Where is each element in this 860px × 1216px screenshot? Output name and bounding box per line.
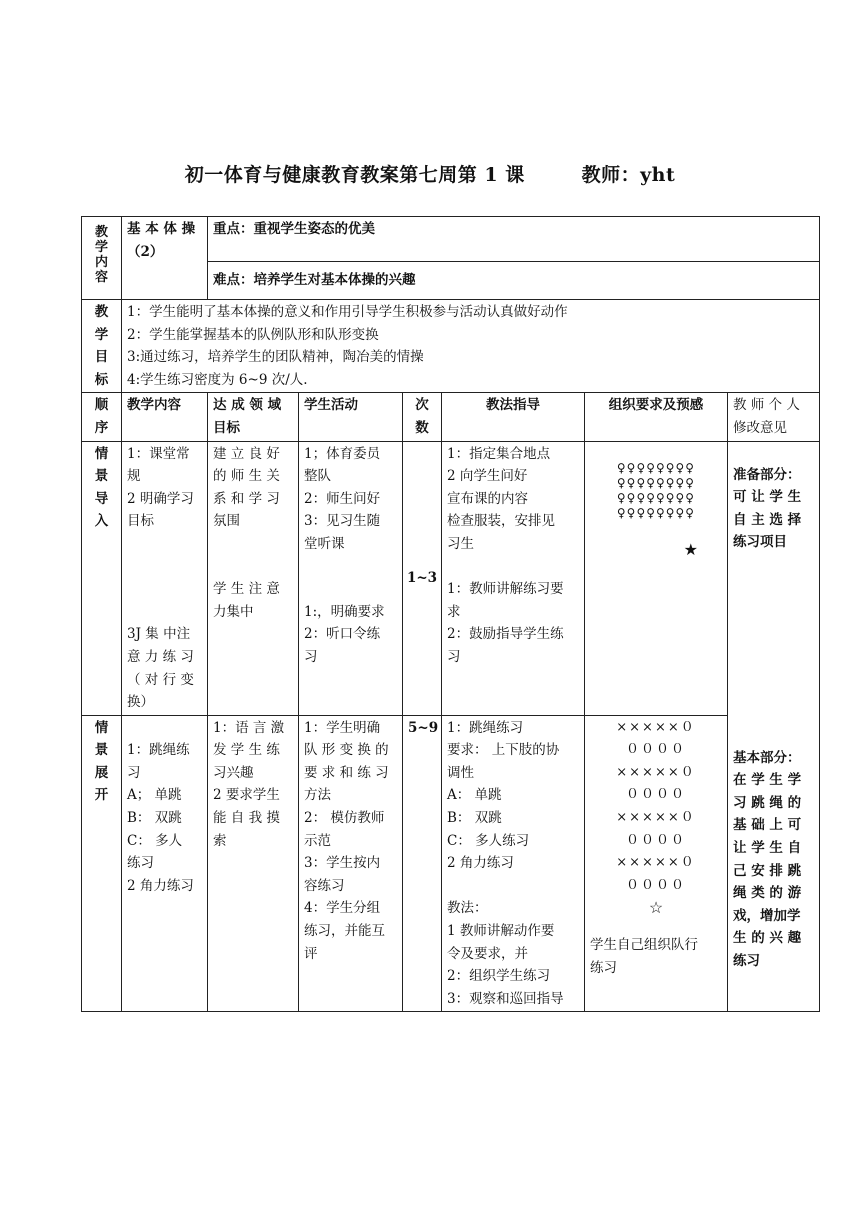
header-teaching-content: 教学内容 <box>122 393 208 441</box>
key-point: 重点：重视学生姿态的优美 <box>208 217 820 262</box>
content-label: 教 学 内 容 <box>82 217 122 300</box>
section2-organization <box>585 715 728 1012</box>
header-revision: 教 师 个 人 修改意见 <box>728 393 820 441</box>
section2-activity: 1：学生明确 队 形 变 换 的 要 求 和 练 习 方法 2： 模仿教师 示范 3：学生按内 容练习 4：学生分组 练习，并能互 评 <box>299 715 403 1012</box>
section1-label: 情 景 导 入 <box>82 441 122 715</box>
header-times: 次 数 <box>403 393 442 441</box>
header-order: 顺 序 <box>82 393 122 441</box>
female-formation-diagram: ♀♀♀♀♀♀♀♀ ♀♀♀♀♀♀♀♀ ♀♀♀♀♀♀♀♀ ♀♀♀♀♀♀♀♀ <box>616 460 696 520</box>
section2-content: 1：跳绳练 习 A； 单跳 B： 双跳 C： 多人 练习 2 角力练习 <box>122 715 208 1012</box>
lesson-plan-table <box>81 216 820 1012</box>
phase-notes <box>728 441 820 1012</box>
section2-goal: 1：语 言 激 发 学 生 练 习兴趣 2 要求学生 能 自 我 摸 索 <box>208 715 299 1012</box>
objectives-label: 教 学 目 标 <box>82 300 122 393</box>
page-title: 初一体育与健康教育教案第七周第 1 课 教师：yht <box>184 164 676 186</box>
header-student-activity: 学生活动 <box>299 393 403 441</box>
difficulty: 难点：培养学生对基本体操的兴趣 <box>208 262 820 300</box>
section2-method: 1：跳绳练习 要求： 上下肢的协 调性 A： 单跳 B： 双跳 C： 多人练习 2 角力练习 教法： 1 教师讲解动作要 令及要求，并 2：组织学生练习 3：观察和巡回指导 <box>442 715 585 1012</box>
header-method: 教法指导 <box>442 393 585 441</box>
section1-method: 1：指定集合地点 2 向学生问好 宣布课的内容 检查服装，安排见 习生 1：教师讲解练习要 求 2：鼓励指导学生练 习 <box>442 441 585 715</box>
header-organization: 组织要求及预感 <box>585 393 728 441</box>
basic-note: 基本部分： 在 学 生 学 习 跳 绳 的 基 础 上 可 让 学 生 自 己 安 排 跳 绳 类 的 游 戏，增加学 生 的 兴 趣 练习 <box>733 749 802 969</box>
organization-note: 学生自己组织队行 练习 <box>590 937 698 976</box>
section2-times: 5~9 <box>403 715 442 1012</box>
rope-formation-diagram: ×××××０ ００００ ×××××０ ００００ ×××××０ ００００ ×××××０ ００００ <box>616 719 696 893</box>
teacher-star-icon: ★ <box>683 539 698 559</box>
section1-goal: 建 立 良 好 的 师 生 关 系 和 学 习 氛围 学 生 注 意 力集中 <box>208 441 299 715</box>
section1-times: 1~3 <box>403 441 442 715</box>
objectives-list: 1：学生能明了基本体操的意义和作用引导学生积极参与活动认真做好动作 2：学生能掌握基本的队例队形和队形变换 3:通过练习，培养学生的团队精神，陶冶美的情操 4:学生练习密度为 6~9 次/人. <box>122 300 820 393</box>
section1-organization <box>585 441 728 715</box>
teacher-hollow-star-icon: ☆ <box>648 898 664 918</box>
section1-content: 1：课堂常 规 2 明确学习 目标 3J 集 中注 意 力 练 习 （ 对 行 变 换） <box>122 441 208 715</box>
section1-activity: 1；体育委员 整队 2：师生问好 3：见习生随 堂听课 1:，明确要求 2：听口令练 习 <box>299 441 403 715</box>
section2-label: 情 景 展 开 <box>82 715 122 1012</box>
prep-note: 准备部分： 可 让 学 生 自 主 选 择 练习项目 <box>733 466 802 551</box>
header-goal: 达 成 领 域 目标 <box>208 393 299 441</box>
content-topic: 基 本 体 操 （2） <box>122 217 208 300</box>
